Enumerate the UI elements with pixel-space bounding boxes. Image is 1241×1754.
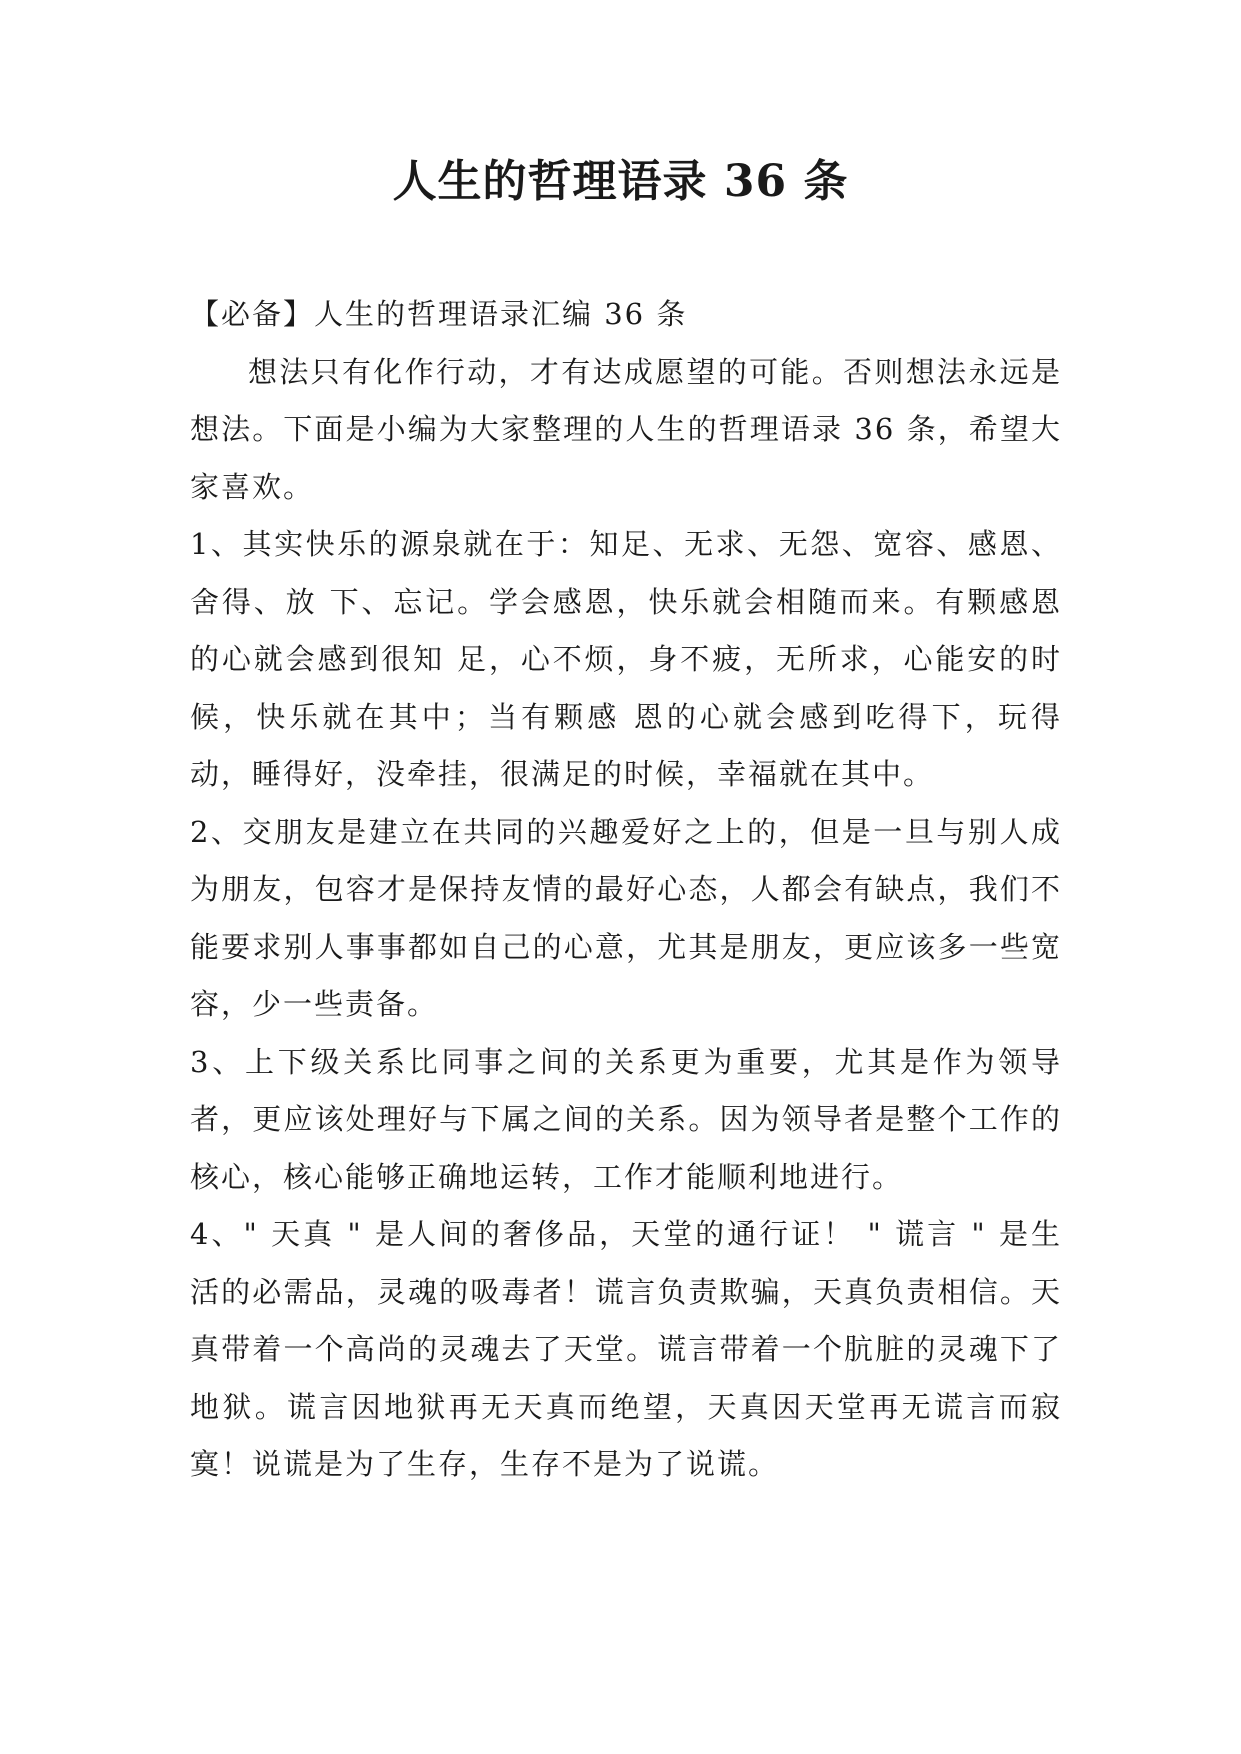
quote-item-4: 4、" 天真 " 是人间的奢侈品，天堂的通行证！ " 谎言 " 是生活的必需品，灵魂的吸毒者！谎言负责欺骗，天真负责相信。天真带着一个高尚的灵魂去了天堂。谎言带着一个肮脏的灵魂下了地狱。谎言因地狱再无天真而绝望，天真因天堂再无谎言而寂寞！说谎是为了生存，生存不是为了说谎。 (190, 1217, 1062, 1481)
document-title: 人生的哲理语录 36 条 (392, 156, 849, 207)
intro-paragraph: 想法只有化作行动，才有达成愿望的可能。否则想法永远是想法。下面是小编为大家整理的人生的哲理语录 36 条，希望大家喜欢。 (190, 354, 1062, 504)
quote-item-2: 2、交朋友是建立在共同的兴趣爱好之上的，但是一旦与别人成为朋友，包容才是保持友情的最好心态，人都会有缺点，我们不能要求别人事事都如自己的心意，尤其是朋友，更应该多一些宽容，少一些责备。 (190, 814, 1062, 1021)
document-subtitle: 【必备】人生的哲理语录汇编 36 条 (190, 297, 688, 331)
quote-item-3: 3、上下级关系比同事之间的关系更为重要，尤其是作为领导者，更应该处理好与下属之间的关系。因为领导者是整个工作的核心，核心能够正确地运转，工作才能顺利地进行。 (190, 1044, 1062, 1194)
quote-item-1: 1、其实快乐的源泉就在于：知足、无求、无怨、宽容、感恩、舍得、放 下、忘记。学会感恩，快乐就会相随而来。有颗感恩的心就会感到很知 足，心不烦，身不疲，无所求，心能安的时候，快乐就在其中；当有颗感 恩的心就会感到吃得下，玩得动，睡得好，没牵挂，很满足的时候，幸福就在其中。 (190, 527, 1062, 791)
document-body (190, 286, 1062, 1494)
